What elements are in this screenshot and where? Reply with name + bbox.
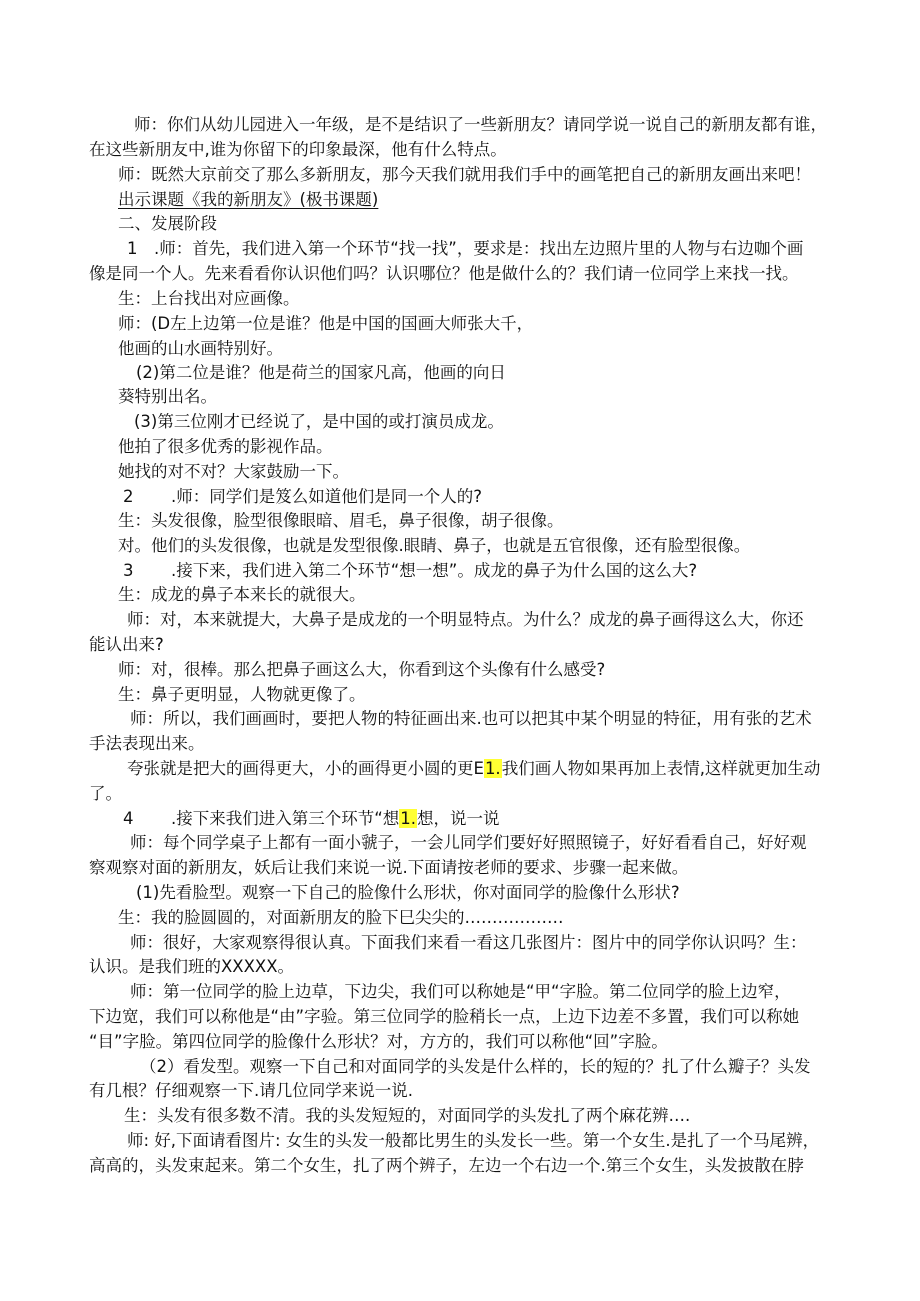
lesson-title-line: 出示课题《我的新朋友》(极书课题) [118, 190, 379, 209]
paragraph-line: 他拍了很多优秀的影视作品。 [118, 437, 333, 456]
paragraph-line: 生：我的脸圆圆的，对面新朋友的脸下巳尖尖的……………… [118, 908, 564, 927]
paragraph-line: 师：很好，大家观察得很认真。下面我们来看一看这几张图片：图片中的同学你认识吗？生： [130, 933, 807, 952]
paragraph-line: 有几根？仔细观察一下.请几位同学来说一说. [89, 1081, 413, 1100]
paragraph-line: 高高的，头发束起来。第二个女生，扎了两个辨子，左边一个右边一个.第三个女生，头发披散在脖 [89, 1156, 804, 1175]
paragraph-line: 像是同一个人。先来看看你认识他们吗？认识哪位？他是做什么的？我们请一位同学上来找一找。 [89, 264, 799, 283]
paragraph-line: 认识。是我们班的XXXXX。 [89, 957, 295, 976]
paragraph-line [127, 758, 820, 780]
list-number: 2 [123, 487, 134, 506]
paragraph-line: 下边宽，我们可以称他是“由”字验。第三位同学的脸稍长一点，上边下边差不多置，我们可以称她 [89, 1007, 800, 1026]
paragraph-line: 葵特别出名。 [118, 387, 217, 406]
paragraph-line: 师：每个同学桌子上都有一面小虢子，一会儿同学们要好好照照镜子，好好看看自己，好好观 [130, 833, 807, 852]
paragraph-line: （2）看发型。观察一下自己和对面同学的头发是什么样的，长的短的？扎了什么瓣子？头发 [140, 1057, 811, 1076]
paragraph-line: “目”字脸。第四位同学的脸像什么形状？对，方方的，我们可以称他“回”字脸。 [89, 1032, 668, 1051]
paragraph-line: 生：上台找出对应画像。 [118, 289, 300, 308]
line-text: .接下来我们进入第三个环节“想 [171, 809, 400, 828]
paragraph-line: 能认出来? [89, 635, 164, 654]
paragraph-line: 生：头发很像，脸型很像眼暗、眉毛，鼻子很像，胡子很像。 [118, 511, 564, 530]
paragraph-line: 生：成龙的鼻子本来长的就很大。 [118, 585, 366, 604]
highlight-mark: 1. [400, 809, 417, 828]
paragraph-line: 生：头发有很多数不清。我的头发短短的，对面同学的头发扎了两个麻花辨…. [124, 1106, 691, 1125]
paragraph-line: 生：鼻子更明显，人物就更像了。 [118, 685, 366, 704]
paragraph-line: 手法表现出来。 [89, 734, 205, 753]
section-heading: 二、发展阶段 [118, 214, 217, 233]
paragraph-line: 1 .师：首先，我们进入第一个环节“找一找”，要求是：找出左边照片里的人物与右边咖个画 [127, 239, 804, 258]
paragraph-line: 在这些新朋友中,谁为你留下的印象最深，他有什么特点。 [89, 140, 507, 159]
paragraph-line: 师: 好,下面请看图片: 女生的头发一般都比男生的头发长一些。第一个女生.是扎了一个马尾辨， [127, 1131, 820, 1150]
paragraph-line: 师：既然大京前交了那么多新朋友，那今天我们就用我们手中的画笔把自己的新朋友画出来吧！ [118, 165, 811, 184]
paragraph-line: (1)先看脸型。观察一下自己的脸像什么形状，你对面同学的脸像什么形状? [136, 883, 680, 902]
list-number: 3 [123, 561, 134, 580]
paragraph-line: 察观察对面的新朋友，妖后让我们来说一说.下面请按老师的要求、步骤一起来做。 [89, 858, 689, 877]
paragraph-line: 师：(D左上边第一位是谁？他是中国的国画大师张大千， [118, 314, 534, 333]
paragraph-line: (2)第二位是谁？他是荷兰的国家凡高，他画的向日 [136, 363, 506, 382]
numbered-line [123, 486, 482, 508]
paragraph-line: 师：第一位同学的脸上边草，下边尖，我们可以称她是“甲“字脸。第二位同学的脸上边窄， [130, 982, 791, 1001]
line-text: .接下来，我们进入第二个环节“想一想”。成龙的鼻子为什么国的这么大? [171, 561, 698, 580]
line-text: .师：同学们是笈么如道他们是同一个人的? [171, 487, 483, 506]
numbered-line [123, 560, 697, 582]
paragraph-line: 对。他们的头发很像，也就是发型很像.眼睛、鼻子，也就是五官很像，还有脸型很像。 [118, 536, 751, 555]
line-text: 夸张就是把大的画得更大，小的画得更小圆的更E [127, 759, 484, 778]
paragraph-line: 师：对，很棒。那么把鼻子画这么大，你看到这个头像有什么感受? [118, 660, 606, 679]
paragraph-line: 她找的对不对？大家鼓励一下。 [118, 462, 349, 481]
list-number: 4 [123, 809, 134, 828]
paragraph-line: 师：所以，我们画画时，要把人物的特征画出来.也可以把其中某个明显的特征，用有张的艺术 [130, 709, 812, 728]
paragraph-line: 师：你们从幼儿园进入一年级，是不是结识了一些新朋友？请同学说一说自己的新朋友都有谁， [134, 115, 827, 134]
numbered-line [123, 808, 500, 830]
paragraph-line: 他画的山水画特别好。 [118, 339, 283, 358]
line-text-continued: 想，说一说 [417, 809, 500, 828]
paragraph-line: 师：对，本来就提大，大鼻子是成龙的一个明显特点。为什么？成龙的鼻子画得这么大，你还 [127, 610, 804, 629]
paragraph-line: 了。 [89, 784, 122, 803]
paragraph-line: (3)第三位刚才已经说了，是中国的或打演员成龙。 [134, 412, 504, 431]
line-text-continued: 我们画人物如果再加上表情,这样就更加生动 [501, 759, 821, 778]
highlight-mark: 1. [484, 759, 501, 778]
